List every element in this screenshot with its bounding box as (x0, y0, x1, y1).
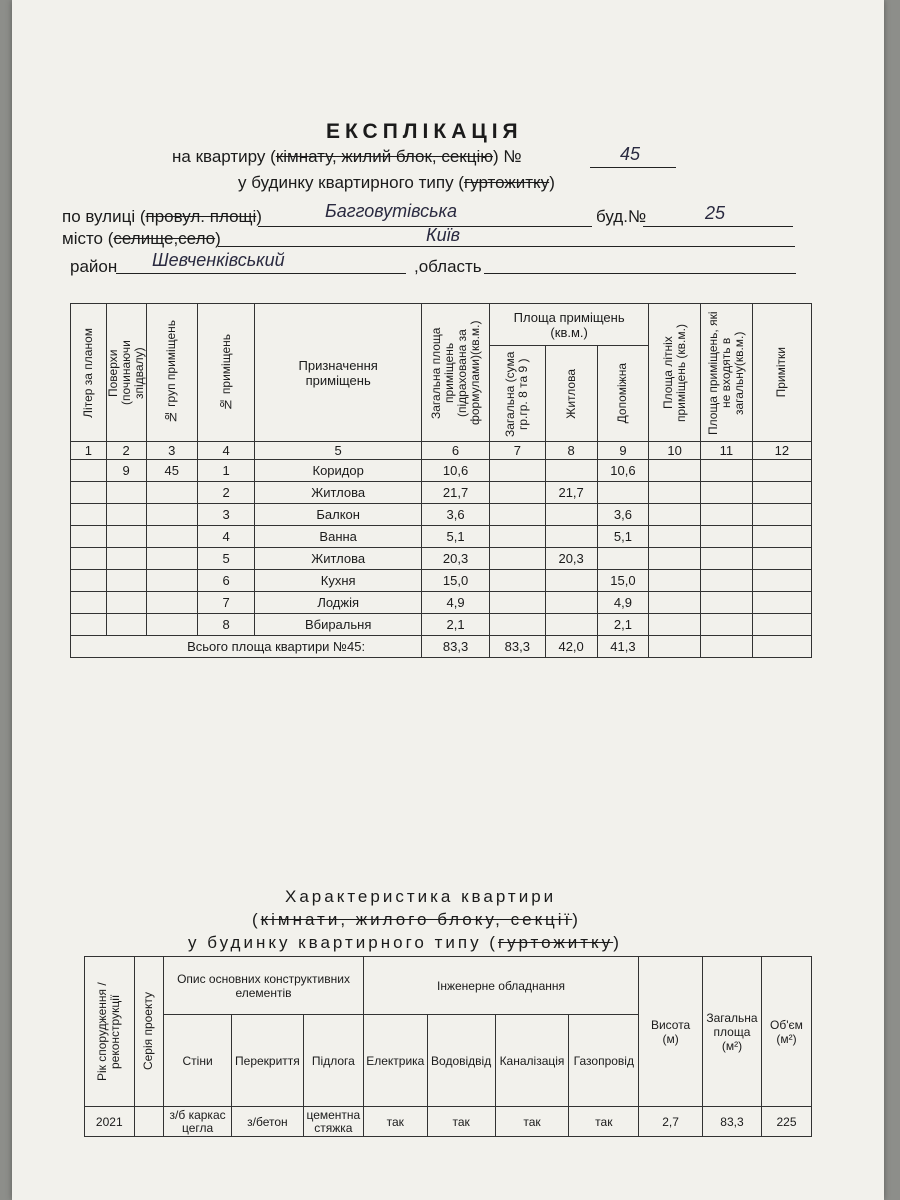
cell-total: 10,6 (422, 460, 490, 482)
col-num: 10 (649, 442, 701, 460)
header-floors: Поверхи (починаючи зпідвалу) (106, 304, 146, 442)
cell-notes (752, 548, 811, 570)
cell-litera (71, 460, 107, 482)
characteristic-table (84, 956, 812, 1137)
value-walls: з/б каркас цегла (164, 1107, 232, 1137)
cell-total: 2,1 (422, 614, 490, 636)
col-num: 6 (422, 442, 490, 460)
header-group-no: № груп приміщень (146, 304, 197, 442)
cell-floor (106, 526, 146, 548)
value-floor-cover: цементна стяжка (303, 1107, 363, 1137)
table-row (71, 460, 812, 482)
value-floors-slab: з/бетон (231, 1107, 303, 1137)
cell-excluded (700, 570, 752, 592)
header-gas: Газопровід (569, 1015, 639, 1107)
cell-total: 15,0 (422, 570, 490, 592)
value-series (134, 1107, 164, 1137)
cell-group (146, 526, 197, 548)
cell-sum (489, 504, 545, 526)
cell-room-no: 4 (197, 526, 254, 548)
col-num: 2 (106, 442, 146, 460)
cell-living (545, 592, 597, 614)
header-purpose: Призначення приміщень (255, 304, 422, 442)
region-label: ,область (414, 257, 482, 276)
city-label: місто (селище,село) (62, 229, 221, 248)
summary-living: 42,0 (545, 636, 597, 658)
summary-aux: 41,3 (597, 636, 649, 658)
col-num: 1 (71, 442, 107, 460)
table-row (71, 614, 812, 636)
cell-summer (649, 548, 701, 570)
cell-litera (71, 592, 107, 614)
cell-group (146, 548, 197, 570)
header-floor-cover: Підлога (303, 1015, 363, 1107)
cell-notes (752, 504, 811, 526)
cell-summer (649, 592, 701, 614)
header-series: Серія проекту (134, 957, 164, 1107)
header-walls: Стіни (164, 1015, 232, 1107)
cell-summer (649, 460, 701, 482)
header-elements: Опис основних конструктивних елементів (164, 957, 364, 1015)
cell-excluded (700, 592, 752, 614)
col-num: 9 (597, 442, 649, 460)
cell-floor (106, 548, 146, 570)
cell-sum (489, 570, 545, 592)
cell-aux: 15,0 (597, 570, 649, 592)
column-numbers-row (71, 442, 812, 460)
cell-summer (649, 504, 701, 526)
cell-notes (752, 570, 811, 592)
cell-notes (752, 526, 811, 548)
value-area: 83,3 (702, 1107, 761, 1137)
cell-room-no: 8 (197, 614, 254, 636)
cell-group (146, 614, 197, 636)
city-underline (218, 246, 795, 247)
cell-room-no: 3 (197, 504, 254, 526)
value-height: 2,7 (639, 1107, 703, 1137)
cell-aux (597, 482, 649, 504)
cell-sum (489, 592, 545, 614)
cell-notes (752, 460, 811, 482)
summary-sum: 83,3 (489, 636, 545, 658)
cell-floor (106, 482, 146, 504)
cell-notes (752, 614, 811, 636)
header-area: Загальна площа (м²) (702, 957, 761, 1107)
street-underline (258, 226, 592, 227)
cell-floor (106, 504, 146, 526)
building-underline (643, 226, 793, 227)
summary-row (71, 636, 812, 658)
header-area-group: Площа приміщень (кв.м.) (489, 304, 648, 346)
cell-summer (649, 482, 701, 504)
header-water: Водовідвід (427, 1015, 495, 1107)
apartment-underline (590, 167, 676, 168)
cell-aux: 2,1 (597, 614, 649, 636)
header-floors-slab: Перекриття (231, 1015, 303, 1107)
cell-floor (106, 592, 146, 614)
cell-room-no: 5 (197, 548, 254, 570)
cell-floor (106, 614, 146, 636)
header-notes: Примітки (752, 304, 811, 442)
header-auxiliary: Допоміжна (597, 346, 649, 442)
cell-aux: 10,6 (597, 460, 649, 482)
cell-summer (649, 570, 701, 592)
header-engineering: Інженерне обладнання (363, 957, 638, 1015)
district-value: Шевченківський (152, 250, 285, 270)
city-value: Київ (426, 225, 461, 245)
cell-living (545, 526, 597, 548)
table-row (71, 548, 812, 570)
cell-living (545, 460, 597, 482)
cell-summer (649, 526, 701, 548)
cell-excluded (700, 614, 752, 636)
header-height: Висота (м) (639, 957, 703, 1107)
value-electric: так (363, 1107, 427, 1137)
characteristic-title: Характеристика квартири (285, 887, 557, 906)
table-row (71, 482, 812, 504)
cell-sum (489, 548, 545, 570)
summary-empty (700, 636, 752, 658)
apartment-line: на квартиру (кімнату, жилий блок, секцію) № (172, 147, 522, 166)
cell-room-no: 2 (197, 482, 254, 504)
cell-purpose: Коридор (255, 460, 422, 482)
table-row (71, 504, 812, 526)
cell-total: 5,1 (422, 526, 490, 548)
col-num: 8 (545, 442, 597, 460)
cell-litera (71, 614, 107, 636)
summary-label: Всього площа квартири №45: (71, 636, 422, 658)
street-value: Багговутівська (325, 201, 458, 221)
value-sewage: так (495, 1107, 569, 1137)
characteristic-building-type: у будинку квартирного типу (гуртожитку) (188, 933, 622, 952)
summary-total: 83,3 (422, 636, 490, 658)
header-total-area: Загальна площа приміщень (підрахована за формулами)(кв.м.) (422, 304, 490, 442)
value-gas: так (569, 1107, 639, 1137)
cell-total: 20,3 (422, 548, 490, 570)
summary-empty (752, 636, 811, 658)
cell-aux: 5,1 (597, 526, 649, 548)
header-year: Рік спорудження /реконструкції (85, 957, 135, 1107)
col-num: 4 (197, 442, 254, 460)
cell-purpose: Житлова (255, 548, 422, 570)
cell-litera (71, 526, 107, 548)
header-volume: Об'єм (м²) (761, 957, 811, 1107)
cell-aux: 3,6 (597, 504, 649, 526)
header-excluded-area: Площа приміщень, які не входять в загальну(кв.м.) (700, 304, 752, 442)
cell-litera (71, 482, 107, 504)
summary-empty (649, 636, 701, 658)
col-num: 5 (255, 442, 422, 460)
cell-living (545, 614, 597, 636)
cell-aux (597, 548, 649, 570)
col-num: 7 (489, 442, 545, 460)
cell-excluded (700, 526, 752, 548)
explication-table (70, 303, 812, 658)
cell-aux: 4,9 (597, 592, 649, 614)
value-volume: 225 (761, 1107, 811, 1137)
cell-sum (489, 614, 545, 636)
header-electric: Електрика (363, 1015, 427, 1107)
building-type-line: у будинку квартирного типу (гуртожитку) (238, 173, 555, 192)
cell-sum (489, 482, 545, 504)
cell-total: 4,9 (422, 592, 490, 614)
cell-litera (71, 548, 107, 570)
header-living: Житлова (545, 346, 597, 442)
value-water: так (427, 1107, 495, 1137)
cell-litera (71, 570, 107, 592)
cell-summer (649, 614, 701, 636)
cell-notes (752, 592, 811, 614)
col-num: 3 (146, 442, 197, 460)
cell-purpose: Балкон (255, 504, 422, 526)
cell-floor: 9 (106, 460, 146, 482)
cell-room-no: 6 (197, 570, 254, 592)
header-sewage: Каналізація (495, 1015, 569, 1107)
cell-group (146, 592, 197, 614)
cell-floor (106, 570, 146, 592)
cell-excluded (700, 548, 752, 570)
cell-litera (71, 504, 107, 526)
cell-notes (752, 482, 811, 504)
cell-group: 45 (146, 460, 197, 482)
cell-purpose: Ванна (255, 526, 422, 548)
col-num: 11 (700, 442, 752, 460)
cell-excluded (700, 460, 752, 482)
cell-purpose: Житлова (255, 482, 422, 504)
cell-excluded (700, 504, 752, 526)
district-label: район (70, 257, 118, 276)
cell-room-no: 1 (197, 460, 254, 482)
cell-purpose: Кухня (255, 570, 422, 592)
cell-total: 21,7 (422, 482, 490, 504)
cell-living (545, 570, 597, 592)
table-row (71, 592, 812, 614)
building-number: 25 (705, 203, 726, 223)
street-label: по вулиці (провул. площі) (62, 207, 262, 226)
characteristic-values-row (85, 1107, 812, 1137)
header-sum: Загальна (сума гр.гр. 8 та 9 ) (489, 346, 545, 442)
characteristic-subtitle: (кімнати, жилого блоку, секції) (252, 910, 581, 929)
col-num: 12 (752, 442, 811, 460)
cell-total: 3,6 (422, 504, 490, 526)
cell-living: 20,3 (545, 548, 597, 570)
value-year: 2021 (85, 1107, 135, 1137)
cell-sum (489, 526, 545, 548)
cell-group (146, 504, 197, 526)
cell-excluded (700, 482, 752, 504)
document-title: ЕКСПЛІКАЦІЯ (326, 120, 523, 143)
table-row (71, 570, 812, 592)
header-summer-area: Площа літніх приміщень (кв.м.) (649, 304, 701, 442)
header-room-no: № приміщень (197, 304, 254, 442)
district-underline (116, 273, 406, 274)
table-row (71, 526, 812, 548)
cell-purpose: Вбиральня (255, 614, 422, 636)
header-litera: Літер за планом (71, 304, 107, 442)
cell-group (146, 482, 197, 504)
cell-living (545, 504, 597, 526)
cell-living: 21,7 (545, 482, 597, 504)
apartment-number: 45 (620, 144, 641, 164)
cell-sum (489, 460, 545, 482)
region-underline (484, 273, 796, 274)
cell-group (146, 570, 197, 592)
cell-room-no: 7 (197, 592, 254, 614)
cell-purpose: Лоджія (255, 592, 422, 614)
building-label: буд.№ (596, 207, 647, 226)
